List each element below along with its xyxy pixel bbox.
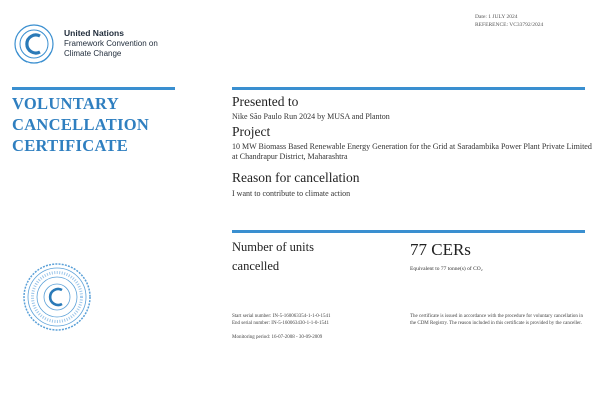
units-label-line1: Number of units — [232, 240, 314, 254]
units-label — [232, 238, 352, 276]
reason-heading: Reason for cancellation — [232, 170, 360, 185]
title-line2: CANCELLATION — [12, 115, 150, 134]
presented-value: Nike São Paulo Run 2024 by MUSA and Planton — [232, 112, 390, 121]
issuance-note: The certificate is issued in accordance with the procedure for voluntary cancellation in the CDM Registry. The reason included in this certificate is provided by the canceller. — [410, 314, 583, 326]
units-label-line2: cancelled — [232, 259, 280, 273]
serial-numbers — [232, 313, 402, 327]
units-value: 77 CERs — [410, 240, 471, 259]
project-value: 10 MW Biomass Based Renewable Energy Generation for the Grid at Saradambika Power Plant Private Limited at Chandrapur District, Maharashtra — [232, 142, 592, 161]
presented-heading: Presented to — [232, 94, 299, 109]
certificate-date: Date: 1 JULY 2024 — [475, 14, 518, 20]
org-name-line1: United Nations — [64, 28, 124, 38]
title-line3: CERTIFICATE — [12, 136, 129, 155]
project-heading: Project — [232, 124, 271, 139]
monitoring-period: Monitoring period: 16-07-2008 - 30-09-2009 — [232, 335, 323, 340]
certificate-meta — [475, 14, 570, 29]
end-serial: End serial number: IN-5-160063430-1-1-0-1541 — [232, 321, 330, 326]
org-name — [64, 28, 194, 60]
title-rule — [12, 87, 175, 90]
units-rule — [232, 230, 585, 233]
start-serial: Start serial number: IN-5-160063354-1-1-0-1541 — [232, 314, 331, 319]
content-rule — [232, 87, 585, 90]
certificate-reference: REFERENCE: VC33792/2024 — [475, 21, 544, 28]
certificate-title — [12, 93, 182, 156]
title-line1: VOLUNTARY — [12, 94, 119, 113]
org-name-line2: Framework Convention on — [64, 38, 158, 48]
reason-value: I want to contribute to climate action — [232, 189, 351, 198]
un-emblem-icon — [12, 22, 56, 66]
org-name-line3: Climate Change — [64, 49, 122, 58]
cdm-registry-seal-icon — [22, 262, 92, 332]
units-equivalent: Equivalent to 77 tonne(s) of CO₂ — [410, 266, 483, 272]
